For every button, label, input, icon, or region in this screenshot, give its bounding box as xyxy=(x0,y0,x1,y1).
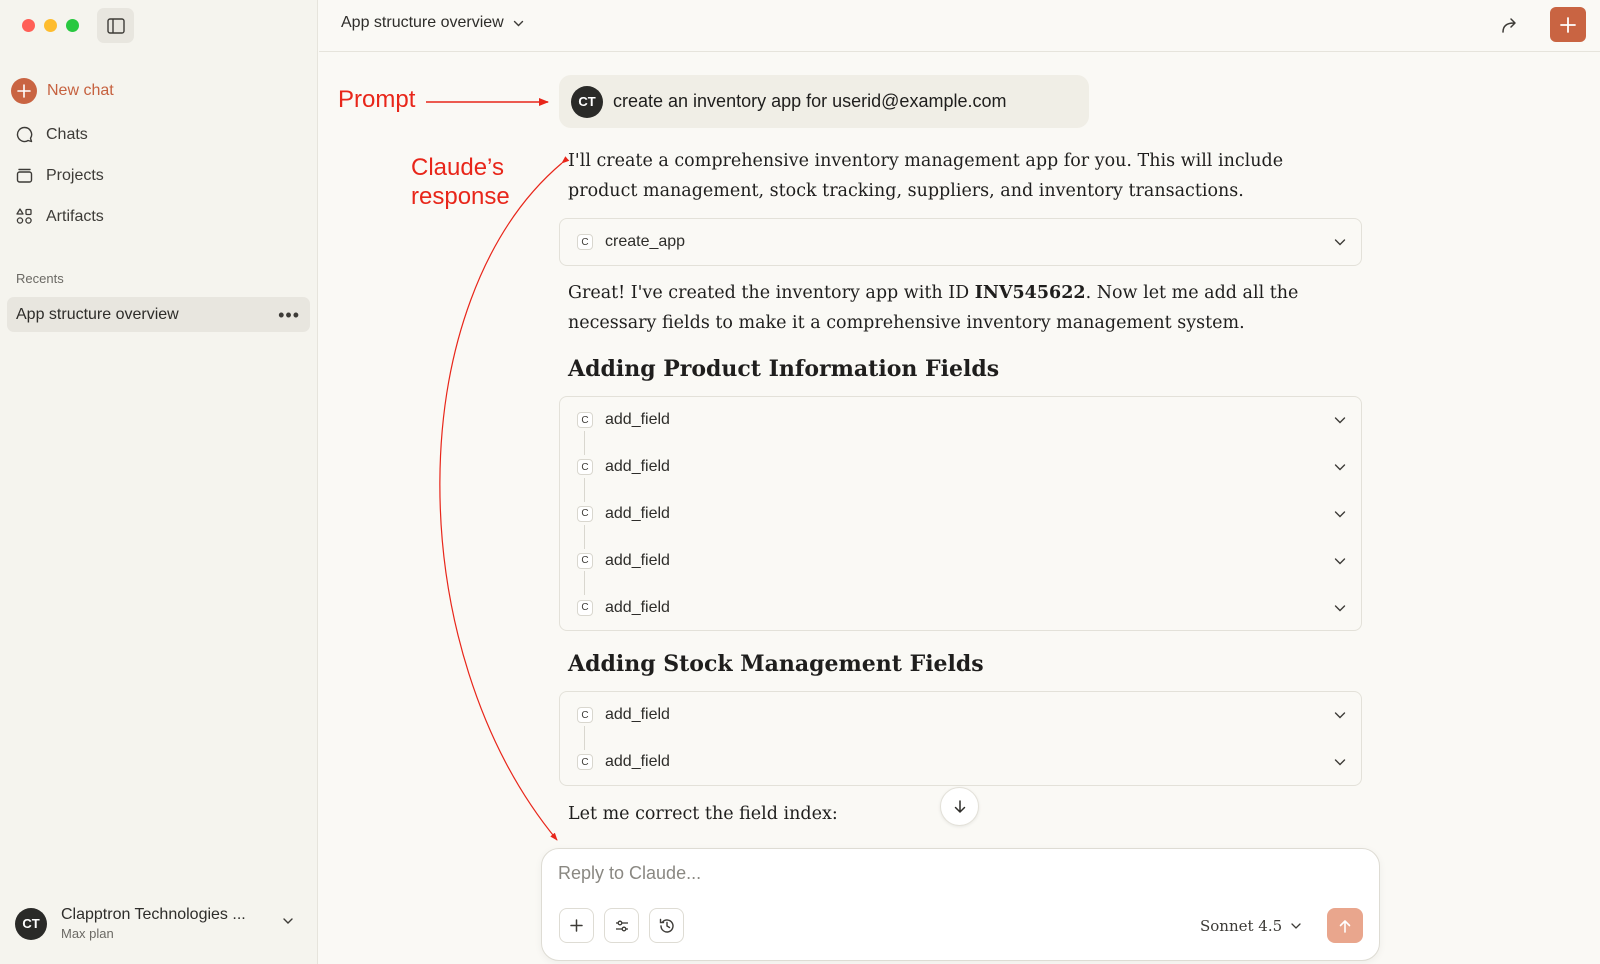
chat-title: App structure overview xyxy=(341,14,504,31)
chevron-down-icon xyxy=(1333,755,1347,769)
tool-name: add_field xyxy=(605,551,670,569)
user-account-menu[interactable] xyxy=(15,906,305,941)
tools-settings-button[interactable] xyxy=(604,908,639,943)
user-message-text: create an inventory app for userid@example.com xyxy=(613,91,1007,111)
artifacts-icon xyxy=(15,207,34,226)
folder-stack-icon xyxy=(15,166,34,185)
history-button[interactable] xyxy=(649,908,684,943)
model-name: Sonnet 4.5 xyxy=(1200,917,1283,935)
annotation-response-line: Claude’s xyxy=(411,154,504,181)
user-plan: Max plan xyxy=(61,926,114,941)
tool-name: add_field xyxy=(605,504,670,522)
recent-chat-item[interactable] xyxy=(7,297,310,332)
tool-badge-icon: C xyxy=(577,412,593,428)
tool-call-row[interactable] xyxy=(560,739,1361,786)
annotation-response-line: response xyxy=(411,183,510,210)
chat-bubble-icon xyxy=(15,125,34,144)
chevron-down-icon xyxy=(1333,601,1347,615)
user-avatar: CT xyxy=(15,908,47,940)
sidebar-toggle-icon xyxy=(107,18,125,34)
chevron-down-icon xyxy=(281,914,295,928)
plus-icon xyxy=(1559,16,1577,34)
tool-call-create-app[interactable] xyxy=(559,218,1362,266)
chevron-down-icon xyxy=(1333,708,1347,722)
chat-header xyxy=(319,0,1600,52)
tool-call-group-product xyxy=(559,396,1362,631)
send-button[interactable] xyxy=(1327,908,1363,943)
sidebar-item-label: Projects xyxy=(46,166,104,184)
clock-history-icon xyxy=(658,917,676,935)
sidebar-toggle-button[interactable] xyxy=(97,8,134,43)
plus-icon xyxy=(11,78,37,104)
tool-name: add_field xyxy=(605,598,670,616)
chevron-down-icon xyxy=(512,17,525,30)
assistant-intro-text: I'll create a comprehensive inventory management app for you. This will include product management, stock tracking, suppliers, and inventory transactions. xyxy=(568,151,1284,201)
sidebar-item-label: Artifacts xyxy=(46,207,104,225)
tool-call-row[interactable] xyxy=(560,537,1361,584)
new-chat-top-button[interactable] xyxy=(1550,7,1586,42)
reply-input[interactable] xyxy=(558,863,1358,884)
recents-heading: Recents xyxy=(16,271,64,286)
window-controls xyxy=(22,19,79,32)
app-id: INV545622 xyxy=(974,283,1086,303)
tool-call-group-stock xyxy=(559,691,1362,786)
sidebar-item-artifacts[interactable] xyxy=(15,207,104,226)
chevron-down-icon xyxy=(1333,460,1347,474)
minimize-window-button[interactable] xyxy=(44,19,57,32)
created-text-before: Great! I've created the inventory app with ID xyxy=(568,283,975,303)
new-chat-label: New chat xyxy=(47,82,114,99)
tool-name: add_field xyxy=(605,706,670,724)
annotation-response-label xyxy=(411,153,510,211)
sidebar-item-chats[interactable] xyxy=(15,125,88,144)
more-options-icon[interactable]: ••• xyxy=(278,304,300,325)
arrow-up-icon xyxy=(1337,918,1353,934)
chevron-down-icon xyxy=(1290,920,1302,932)
assistant-created-text xyxy=(568,278,1348,338)
chevron-down-icon xyxy=(1333,413,1347,427)
tool-badge-icon: C xyxy=(577,600,593,616)
user-name: Clapptron Technologies ... xyxy=(61,906,246,923)
tool-name: add_field xyxy=(605,753,670,771)
new-chat-button[interactable] xyxy=(11,78,114,104)
share-icon[interactable] xyxy=(1498,13,1522,37)
tool-name: add_field xyxy=(605,458,670,476)
sliders-icon xyxy=(614,918,630,934)
tool-call-row[interactable] xyxy=(560,491,1361,538)
sidebar-item-projects[interactable] xyxy=(15,166,104,185)
tool-badge-icon: C xyxy=(577,506,593,522)
tool-call-row[interactable] xyxy=(560,444,1361,491)
created-text-after: . Now let me add all the necessary fields to make it a comprehensive inventory management system. xyxy=(568,283,1299,333)
user-message-bubble xyxy=(559,75,1089,128)
close-window-button[interactable] xyxy=(22,19,35,32)
tool-badge-icon: C xyxy=(577,234,593,250)
user-avatar: CT xyxy=(571,86,603,118)
tool-badge-icon: C xyxy=(577,754,593,770)
tool-name: add_field xyxy=(605,411,670,429)
add-attachment-button[interactable] xyxy=(559,908,594,943)
chevron-down-icon xyxy=(1333,507,1347,521)
tool-badge-icon: C xyxy=(577,553,593,569)
chat-title-dropdown[interactable] xyxy=(341,14,525,32)
response-bracket-arrow xyxy=(440,163,562,840)
plus-icon xyxy=(569,918,584,933)
section-heading-product: Adding Product Information Fields xyxy=(568,356,1000,382)
chevron-down-icon xyxy=(1333,235,1347,249)
recent-chat-title: App structure overview xyxy=(16,305,179,323)
scroll-to-bottom-button[interactable] xyxy=(940,787,979,826)
sidebar-item-label: Chats xyxy=(46,125,88,143)
tool-call-row[interactable] xyxy=(560,692,1361,739)
tool-badge-icon: C xyxy=(577,459,593,475)
tool-name: create_app xyxy=(605,233,686,251)
section-heading-stock: Adding Stock Management Fields xyxy=(568,651,984,677)
maximize-window-button[interactable] xyxy=(66,19,79,32)
model-selector[interactable] xyxy=(1200,917,1302,935)
tool-badge-icon: C xyxy=(577,707,593,723)
tool-call-row[interactable] xyxy=(560,397,1361,444)
sidebar xyxy=(0,0,318,964)
assistant-correct-text: Let me correct the field index: xyxy=(568,804,838,824)
chevron-down-icon xyxy=(1333,554,1347,568)
reply-composer xyxy=(541,848,1380,961)
annotation-prompt-label: Prompt xyxy=(338,86,416,113)
arrow-down-icon xyxy=(952,799,968,815)
tool-call-row[interactable] xyxy=(560,584,1361,631)
